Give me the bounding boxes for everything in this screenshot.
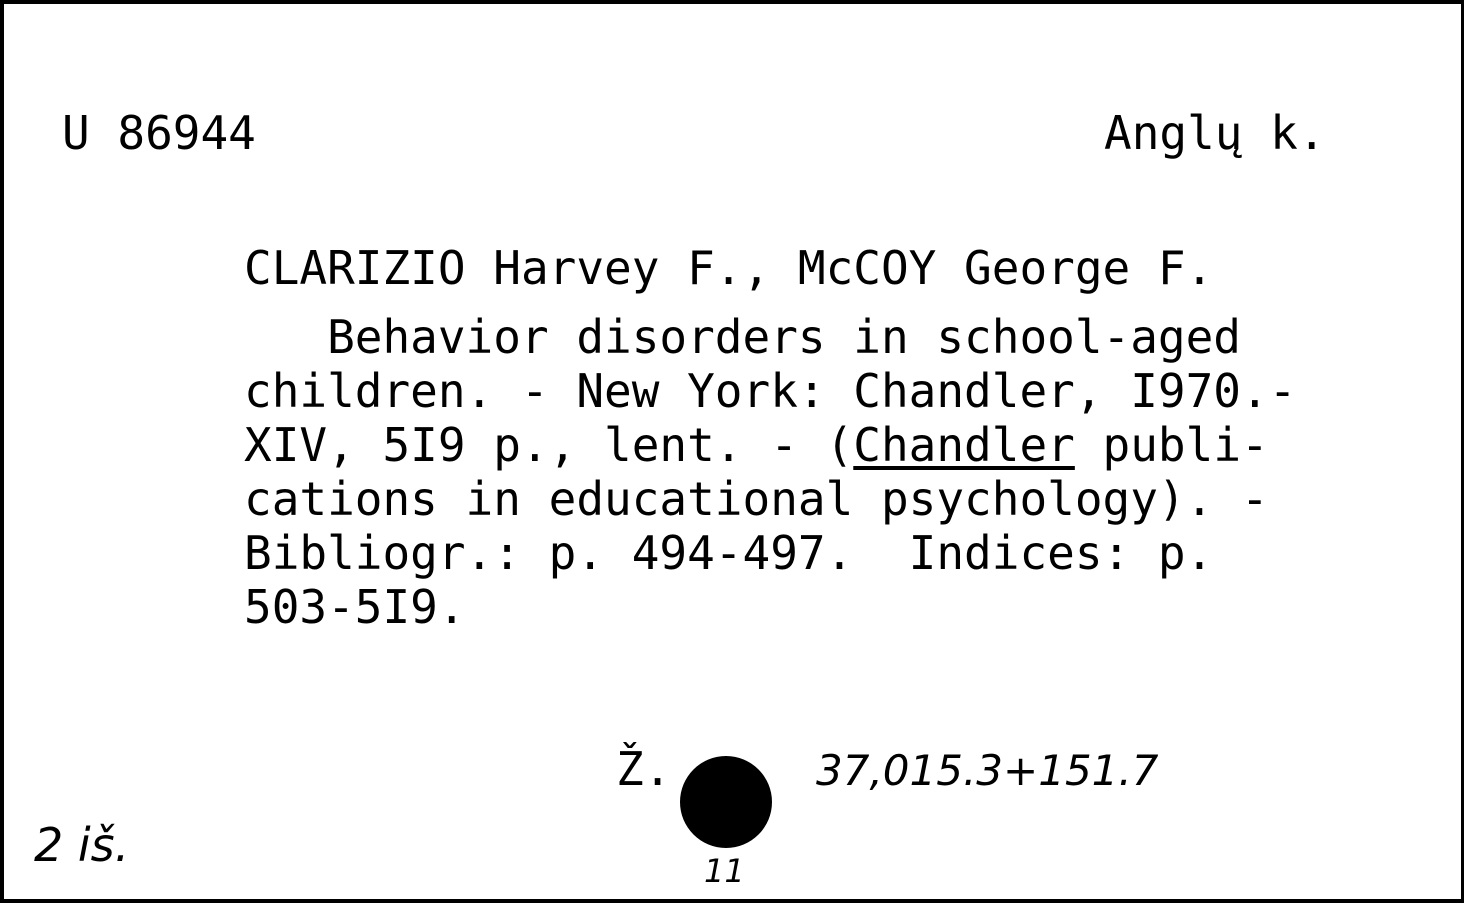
classification-handwritten: 37,015.3+151.7 <box>816 746 1159 795</box>
punch-hole <box>680 756 772 848</box>
authors-line: CLARIZIO Harvey F., McCOY George F. <box>244 241 1214 295</box>
call-number: U 86944 <box>62 106 256 160</box>
body-line-2: children. - New York: Chandler, I970.- <box>244 364 1297 418</box>
body-line-5: Bibliogr.: p. 494-497. Indices: p. <box>244 526 1214 580</box>
body-line-4: cations in educational psychology). - <box>244 472 1269 526</box>
series-name-underlined: Chandler <box>853 418 1075 472</box>
bottom-number-handwritten: 11 <box>704 852 745 890</box>
location-mark: Ž. <box>616 742 672 796</box>
body-line-1: Behavior disorders in school-aged <box>244 310 1241 364</box>
body-line-3-end: publi- <box>1074 418 1269 472</box>
body-line-3 <box>244 418 1269 472</box>
body-line-6: 503-5I9. <box>244 580 466 634</box>
copies-note-handwritten: 2 iš. <box>34 818 130 872</box>
language-note: Anglų k. <box>1104 106 1326 160</box>
body-line-3-start: XIV, 5I9 p., lent. - ( <box>244 418 854 472</box>
